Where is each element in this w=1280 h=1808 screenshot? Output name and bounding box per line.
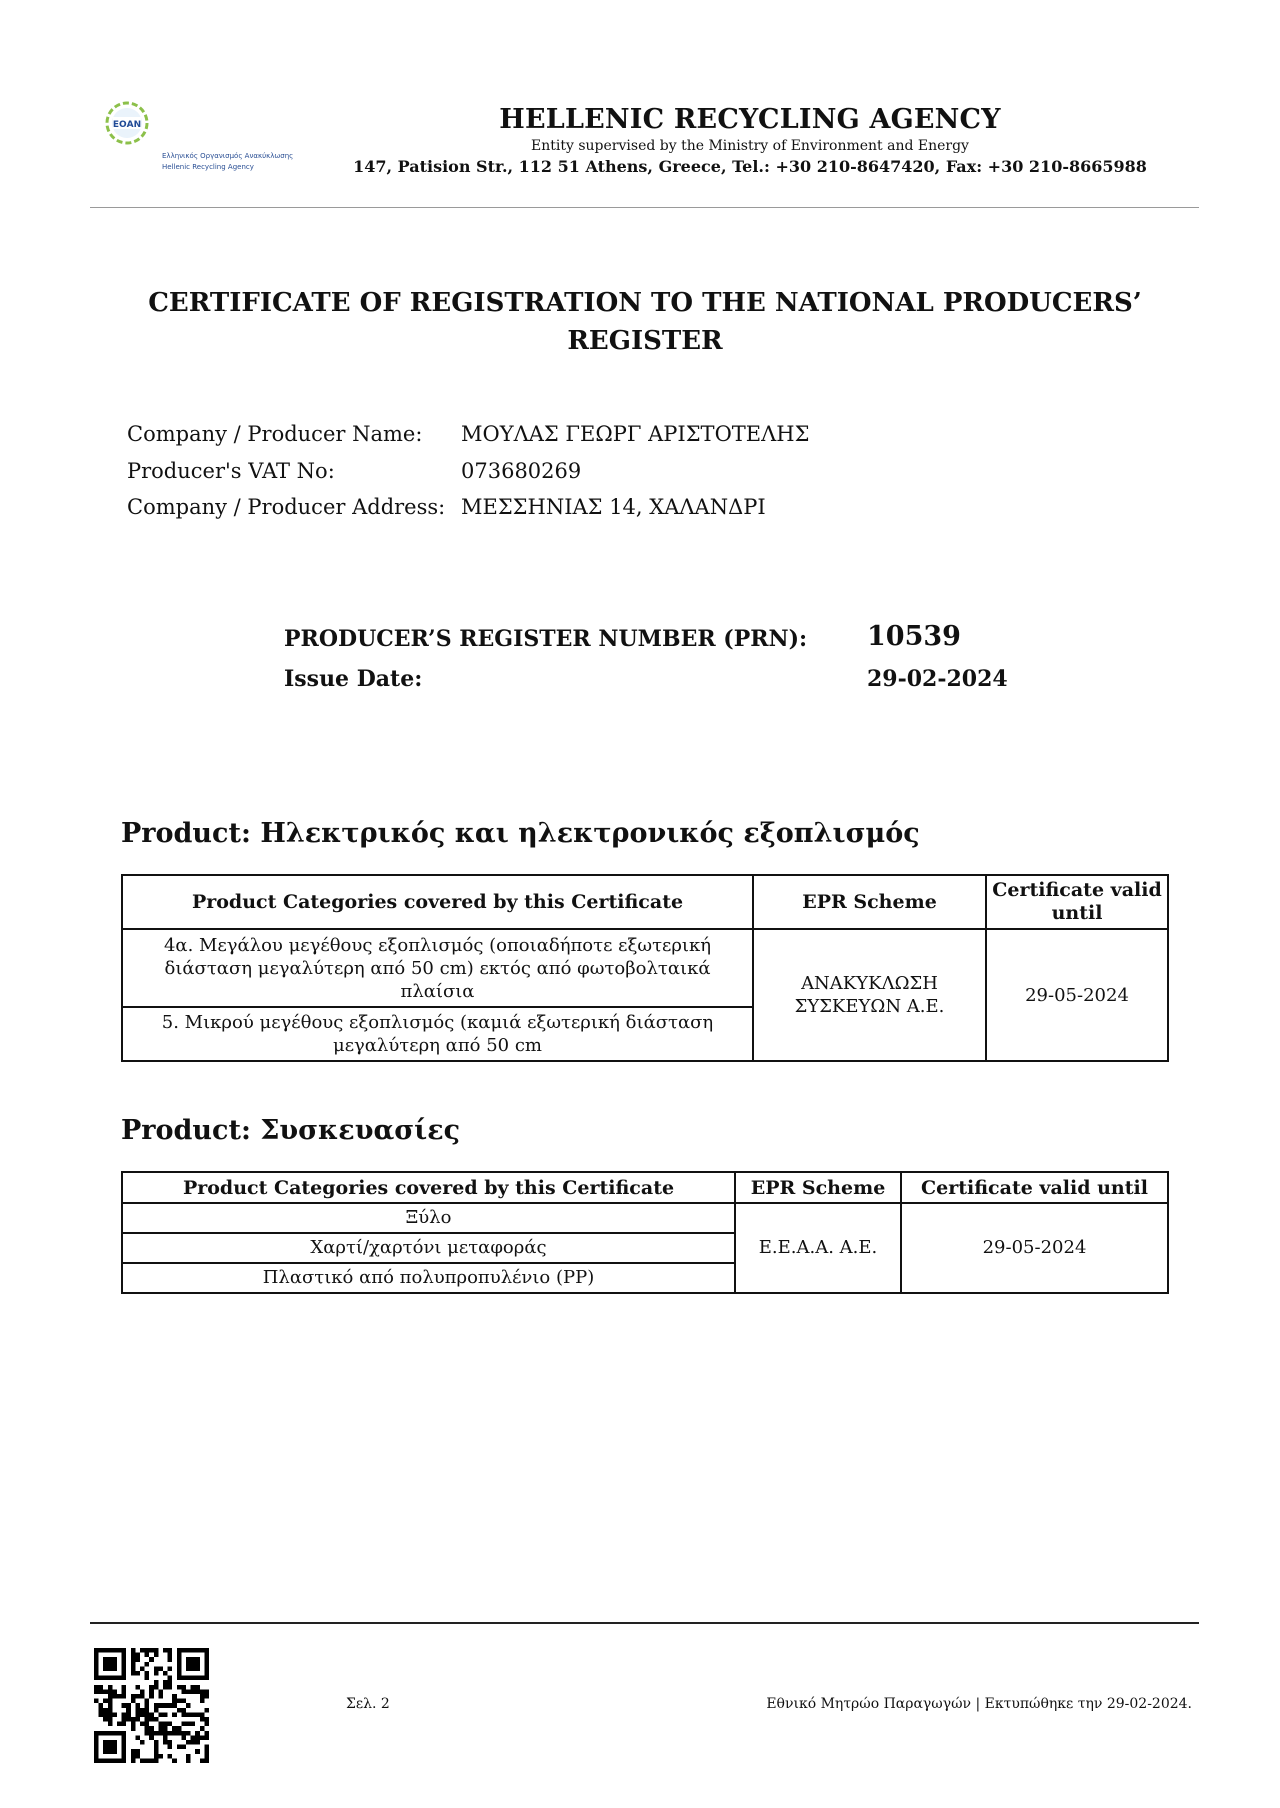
agency-name: HELLENIC RECYCLING AGENCY (499, 104, 1001, 135)
agency-address: 147, Patision Str., 112 51 Athens, Greece, Tel.: +30 210-8647420, Fax: +30 210-8665988 (353, 157, 1147, 176)
logo-text: ΕΟΑΝ (112, 120, 142, 130)
category-cell: Χαρτί/χαρτόνι μεταφοράς (122, 1233, 735, 1263)
col-valid-header-line1: Certificate valid (992, 879, 1162, 901)
producer-vat-label: Producer's VAT No: (127, 458, 335, 483)
category-cell: Πλαστικό από πολυπροπυλένιο (PP) (122, 1263, 735, 1293)
producer-info (127, 416, 809, 526)
epr-scheme-text: ΑΝΑΚΥΚΛΩΣΗ ΣΥΣΚΕΥΩΝ Α.Ε. (794, 973, 945, 1017)
col-scheme-header: EPR Scheme (735, 1172, 901, 1203)
agency-logo (100, 100, 294, 180)
agency-logo-mark-icon (104, 100, 150, 146)
producer-address-value: ΜΕΣΣΗΝΙΑΣ 14, ΧΑΛΑΝΔΡΙ (461, 495, 766, 519)
footer-divider (90, 1622, 1199, 1624)
footer-print-note: Εθνικό Μητρώο Παραγωγών | Εκτυπώθηκε την 29-02-2024. (766, 1696, 1192, 1712)
header-divider (90, 207, 1199, 208)
table-row (122, 929, 1168, 1007)
producer-name-value: ΜΟΥΛΑΣ ΓΕΩΡΓ ΑΡΙΣΤΟΤΕΛΗΣ (461, 422, 810, 446)
col-valid-header: Certificate valid until (901, 1172, 1168, 1203)
qr-code-icon (94, 1648, 209, 1763)
producer-name-label: Company / Producer Name: (127, 422, 423, 446)
certificate-title-line2: REGISTER (567, 326, 723, 356)
table-header-row (122, 875, 1168, 929)
product-table-packaging (121, 1171, 1169, 1294)
logo-line-greek: Ελληνικός Οργανισμός Ανακύκλωσης (162, 152, 294, 160)
epr-scheme-cell: Ε.Ε.Α.Α. Α.Ε. (735, 1203, 901, 1293)
category-cell: 5. Μικρού μεγέθους εξοπλισμός (καμιά εξωτερική διάσταση μεγαλύτερη από 50 cm (122, 1007, 753, 1061)
issue-date-value: 29-02-2024 (867, 666, 1008, 692)
prn-label: PRODUCER’S REGISTER NUMBER (PRN): (284, 626, 808, 652)
producer-address-label: Company / Producer Address: (127, 495, 446, 519)
epr-scheme-cell (753, 929, 986, 1061)
valid-until-cell: 29-05-2024 (901, 1203, 1168, 1293)
producer-address-row (127, 489, 809, 526)
table-header-row (122, 1172, 1168, 1203)
producer-name-row (127, 416, 809, 453)
col-valid-header-line2: until (1051, 902, 1103, 924)
producer-vat-row (127, 453, 809, 490)
issue-date-label: Issue Date: (284, 666, 423, 692)
page-number: Σελ. 2 (346, 1696, 390, 1712)
product-heading-packaging: Product: Συσκευασίες (121, 1115, 461, 1146)
prn-value: 10539 (867, 621, 961, 652)
col-scheme-header: EPR Scheme (753, 875, 986, 929)
category-cell: Ξύλο (122, 1203, 735, 1233)
col-categories-header: Product Categories covered by this Certificate (122, 875, 753, 929)
category-cell: 4α. Μεγάλου μεγέθους εξοπλισμός (οποιαδήποτε εξωτερική διάσταση μεγαλύτερη από 50 cm) εκτός από φωτοβολταικά πλαίσια (122, 929, 753, 1007)
col-valid-header (986, 875, 1168, 929)
agency-subtitle: Entity supervised by the Ministry of Environment and Energy (531, 138, 969, 154)
valid-until-cell: 29-05-2024 (986, 929, 1168, 1061)
product-heading-electrical: Product: Ηλεκτρικός και ηλεκτρονικός εξοπλισμός (121, 818, 920, 849)
certificate-title (120, 284, 1170, 360)
table-row (122, 1203, 1168, 1233)
logo-line-english: Hellenic Recycling Agency (162, 163, 254, 171)
col-categories-header: Product Categories covered by this Certificate (122, 1172, 735, 1203)
producer-vat-value: 073680269 (461, 458, 582, 483)
certificate-title-line1: CERTIFICATE OF REGISTRATION TO THE NATIONAL PRODUCERS’ (148, 288, 1142, 318)
product-table-electrical (121, 874, 1169, 1062)
